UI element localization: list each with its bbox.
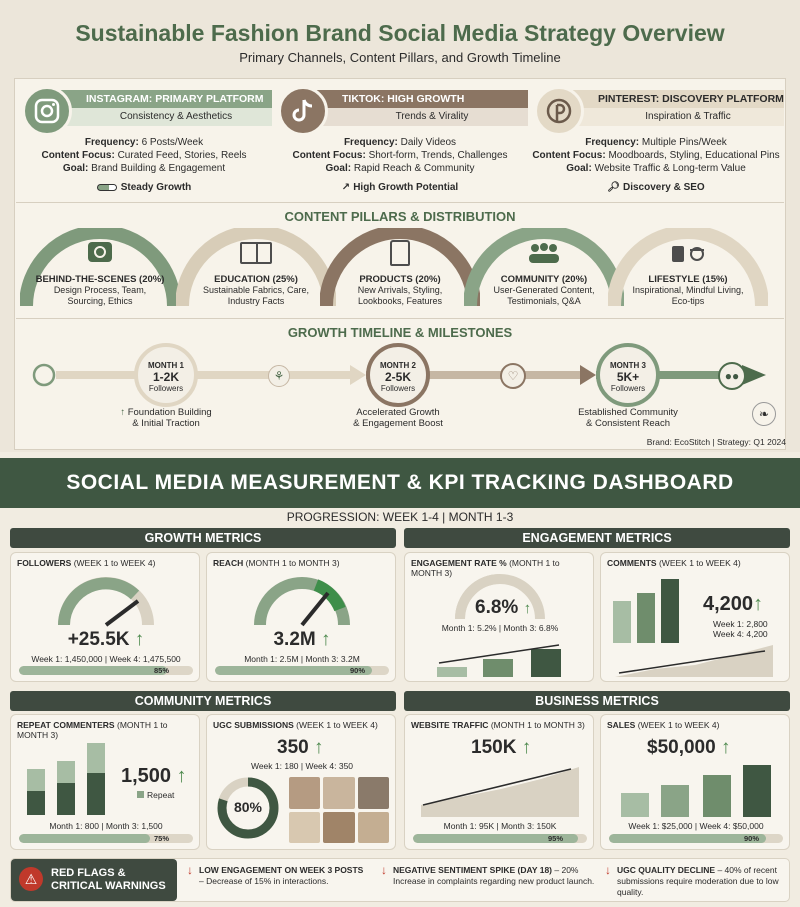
card-sales: SALES (WEEK 1 to WEEK 4) $50,000 ↑ Week 1: $25,000 | Week 4: $50,000 90% xyxy=(600,714,790,850)
traffic-value: 150K ↑ xyxy=(471,737,532,758)
progress-bar: 75% xyxy=(19,834,193,843)
card-followers: FOLLOWERS (WEEK 1 to WEEK 4) +25.5K ↑ Week 1: 1,450,000 | Week 4: 1,475,500 85% xyxy=(10,552,200,682)
group-engagement-metrics: ENGAGEMENT METRICS xyxy=(404,528,790,548)
camera-icon xyxy=(88,242,112,262)
arrow-up-icon: ↑ xyxy=(120,407,126,418)
progress-bar: 90% xyxy=(609,834,783,843)
progress-bar: 95% xyxy=(413,834,587,843)
sales-bars xyxy=(619,763,775,817)
comments-value: 4,200↑ xyxy=(703,593,764,615)
arrow-down-icon: ↓ xyxy=(605,863,611,877)
arrow-up-icon: ↑ xyxy=(523,600,532,617)
page-title: Sustainable Fashion Brand Social Media Strategy Overview xyxy=(75,20,725,46)
divider xyxy=(16,202,784,203)
chart-heart-icon: ♡ xyxy=(500,363,526,389)
card-comments: COMMENTS (WEEK 1 to WEEK 4) 4,200↑ Week 1: 2,800 Week 4: 4,200 xyxy=(600,552,790,682)
milestone-label: Accelerated Growth & Engagement Boost xyxy=(353,407,443,429)
group-icon: ●● xyxy=(718,362,746,390)
progress-bar: 90% xyxy=(215,666,389,675)
progress-pill-icon xyxy=(97,184,117,191)
platform-subheader: Consistency & Aesthetics xyxy=(60,108,272,126)
ugc-photo xyxy=(323,812,354,844)
pillar-community: COMMUNITY (20%) User-Generated Content, Testimonials, Q&A xyxy=(464,228,624,308)
followers-value: +25.5K ↑ xyxy=(67,629,145,650)
milestone-label: Established Community & Consistent Reach xyxy=(578,407,678,429)
platform-subheader: Trends & Virality xyxy=(316,108,528,126)
platform-tiktok xyxy=(272,84,528,200)
tiktok-icon xyxy=(278,86,328,136)
arrow-down-icon: ↓ xyxy=(187,863,193,877)
page-subtitle: Primary Channels, Content Pillars, and Growth Timeline xyxy=(239,50,561,65)
platform-pinterest xyxy=(528,84,784,200)
magnifier-icon: 🔎︎ xyxy=(607,182,620,193)
card-reach: REACH (MONTH 1 to MONTH 3) 3.2M ↑ Month 1: 2.5M | Month 3: 3.2M 90% xyxy=(206,552,396,682)
platform-header: PINTEREST: DISCOVERY PLATFORM xyxy=(572,90,784,108)
milestone-month-1: MONTH 1 1-2K Followers xyxy=(134,343,198,407)
comments-trend xyxy=(615,645,779,677)
platform-header: INSTAGRAM: PRIMARY PLATFORM xyxy=(60,90,272,108)
book-icon xyxy=(240,242,272,264)
ugc-photo xyxy=(289,812,320,844)
engagement-bars xyxy=(431,643,571,677)
pillar-lifestyle: LIFESTYLE (15%) Inspirational, Mindful Living, Eco-tips xyxy=(608,228,768,308)
arrow-up-icon: ↑ xyxy=(313,737,324,758)
warning-icon: ⚠︎ xyxy=(19,867,43,891)
platform-details: Frequency: 6 Posts/Week Content Focus: Curated Feed, Stories, Reels Goal: Brand Building & Engagement xyxy=(41,137,247,174)
platform-tag: Steady Growth xyxy=(16,182,272,193)
repeat-value: 1,500 ↑ xyxy=(121,765,187,787)
ugc-photo xyxy=(358,812,389,844)
traffic-area xyxy=(421,765,581,817)
platform-tag: ↗ High Growth Potential xyxy=(341,182,459,193)
gauge-followers xyxy=(56,573,156,629)
coffee-icon xyxy=(670,242,706,264)
platform-tag: 🔎︎ Discovery & SEO xyxy=(607,182,705,193)
card-website-traffic: WEBSITE TRAFFIC (MONTH 1 to MONTH 3) 150K ↑ Month 1: 95K | Month 3: 150K 95% xyxy=(404,714,594,850)
progression-label: PROGRESSION: WEEK 1-4 | MONTH 1-3 xyxy=(286,510,514,524)
reach-value: 3.2M ↑ xyxy=(273,629,331,650)
card-repeat-commenters: REPEAT COMMENTERS (MONTH 1 to MONTH 3) 1,500 ↑ Repeat Month 1: 800 | Month 3: 1,500 75% xyxy=(10,714,200,850)
sales-value: $50,000 ↑ xyxy=(647,737,731,758)
group-business-metrics: BUSINESS METRICS xyxy=(404,691,790,711)
hanger-icon xyxy=(390,240,410,266)
milestone-label: ↑ Foundation Building & Initial Traction xyxy=(120,407,212,429)
ugc-ring-label: 80% xyxy=(233,799,263,815)
arrow-up-icon: ↑ xyxy=(321,629,331,650)
arrow-up-icon: ↑ xyxy=(720,737,731,758)
progress-fill xyxy=(19,834,150,843)
card-ugc-submissions: UGC SUBMISSIONS (WEEK 1 to WEEK 4) 350 ↑ Week 1: 180 | Week 4: 350 80% xyxy=(206,714,396,850)
platform-subheader: Inspiration & Traffic xyxy=(572,108,784,126)
progress-fill xyxy=(215,666,372,675)
divider xyxy=(16,318,784,319)
brand-note: Brand: EcoStitch | Strategy: Q1 2024 xyxy=(646,437,786,447)
timeline-title: GROWTH TIMELINE & MILESTONES xyxy=(287,325,513,340)
platform-details: Frequency: Multiple Pins/Week Content Focus: Moodboards, Styling, Educational Pins Goal: Website Traffic & Long-term Value xyxy=(532,137,780,174)
milestone-month-2: MONTH 2 2-5K Followers xyxy=(366,343,430,407)
group-community-metrics: COMMUNITY METRICS xyxy=(10,691,396,711)
arrow-up-icon: ↑ xyxy=(134,629,145,650)
flag-ugc-quality: ↓ UGC QUALITY DECLINE – 40% of recent submissions require moderation due to low quality. xyxy=(605,863,779,897)
instagram-icon xyxy=(22,86,72,136)
pillar-products: PRODUCTS (20%) New Arrivals, Styling, Lookbooks, Features xyxy=(320,228,480,308)
progress-fill xyxy=(19,666,167,675)
pillar-education: EDUCATION (25%) Sustainable Fabrics, Care, Industry Facts xyxy=(176,228,336,308)
plant-icon: ⚘ xyxy=(268,365,290,387)
pillars-title: CONTENT PILLARS & DISTRIBUTION xyxy=(284,209,516,224)
platform-instagram xyxy=(16,84,272,200)
ugc-photo xyxy=(289,777,320,809)
red-flags-label: ⚠︎ RED FLAGS & CRITICAL WARNINGS xyxy=(11,859,177,901)
ugc-photo-grid xyxy=(289,777,389,843)
ugc-value: 350 ↑ xyxy=(277,737,324,758)
trend-up-icon: ↗ xyxy=(341,182,351,193)
people-icon xyxy=(526,242,562,264)
arrow-up-icon: ↑ xyxy=(176,765,187,787)
comments-bars xyxy=(611,579,681,643)
arrow-up-icon: ↑ xyxy=(521,737,532,758)
flag-low-engagement: ↓ LOW ENGAGEMENT ON WEEK 3 POSTS – Decrease of 15% in interactions. xyxy=(187,863,364,886)
pillar-behind-the-scenes: BEHIND-THE-SCENES (20%) Design Process, Team, Sourcing, Ethics xyxy=(20,228,180,308)
repeat-bars xyxy=(25,741,115,815)
ugc-photo xyxy=(323,777,354,809)
group-growth-metrics: GROWTH METRICS xyxy=(10,528,396,548)
ugc-photo xyxy=(358,777,389,809)
platform-details: Frequency: Daily Videos Content Focus: Short-form, Trends, Challenges Goal: Rapid Reach & Community xyxy=(292,137,508,174)
gauge-reach xyxy=(252,573,352,629)
platform-header: TIKTOK: HIGH GROWTH xyxy=(316,90,528,108)
arrow-down-icon: ↓ xyxy=(381,863,387,877)
card-engagement-rate: ENGAGEMENT RATE % (MONTH 1 to MONTH 3) 6.8% ↑ Month 1: 5.2% | Month 3: 6.8% xyxy=(404,552,594,682)
dashboard-title: SOCIAL MEDIA MEASUREMENT & KPI TRACKING DASHBOARD xyxy=(0,458,800,508)
milestone-month-3: MONTH 3 5K+ Followers xyxy=(596,343,660,407)
arrow-up-icon: ↑ xyxy=(753,593,764,615)
red-flags-panel xyxy=(10,858,790,902)
progress-bar: 85% xyxy=(19,666,193,675)
legend-repeat: Repeat xyxy=(137,790,174,800)
engagement-value: 6.8% ↑ xyxy=(475,597,532,618)
progress-fill xyxy=(609,834,766,843)
pinterest-icon xyxy=(534,86,584,136)
flag-negative-sentiment: ↓ NEGATIVE SENTIMENT SPIKE (DAY 18) – 20% Increase in complaints regarding new product launch. xyxy=(381,863,595,886)
leaf-needle-icon: ❧ xyxy=(752,402,776,426)
